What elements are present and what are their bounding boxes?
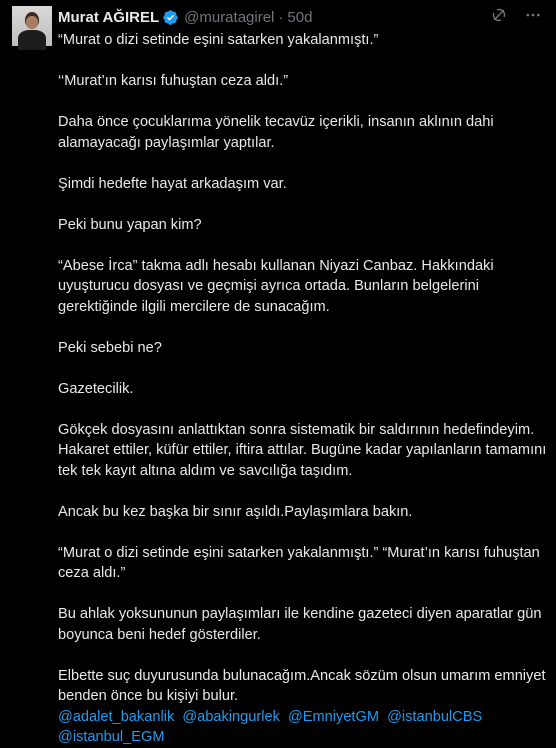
tweet-paragraph: Daha önce çocuklarıma yönelik tecavüz içerikli, insanın aklının dahi alamayacağı paylaşımlar yaptılar. [58,114,494,151]
author-name[interactable]: Murat AĞIREL [58,8,160,26]
tweet-paragraph: Bu ahlak yoksununun paylaşımları ile kendine gazeteci diyen aparatlar gün boyunca beni hedef gösterdiler. [58,606,542,643]
tweet-actions [490,6,542,24]
tweet-paragraph: “Murat o dizi setinde eşini satarken yakalanmıştı.” [58,32,379,48]
tweet-paragraph: Gökçek dosyasını anlattıktan sonra sistematik bir saldırının hedefindeyim. Hakaret ettiler, küfür ettiler, iftira attılar. Bugüne kadar yapılanların tamamını tek tek kayıt altına aldım ve savcılığa taşıdım. [58,421,547,479]
verified-badge-icon [162,9,179,26]
tweet-paragraph: ‘‘Murat’ın karısı fuhuştan ceza aldı.” [58,73,289,89]
tweet-paragraph: Şimdi hedefte hayat arkadaşım var. [58,175,287,192]
mention-link[interactable]: @adalet_bakanlik [58,708,175,725]
tweet-paragraph: Peki sebebi ne? [58,339,162,356]
tweet-paragraph: Peki bunu yapan kim? [58,216,202,233]
separator-dot: · [278,8,284,26]
grok-icon[interactable] [490,6,508,24]
mention-link[interactable]: @EmniyetGM [287,708,379,725]
tweet-header [58,7,312,27]
avatar[interactable] [12,6,52,46]
more-dots-icon[interactable] [524,6,542,24]
tweet-paragraph: Gazetecilik. [58,380,134,397]
tweet-paragraph: Elbette suç duyurusunda bulunacağım.Ancak sözüm olsun umarım emniyet benden önce bu kişiyi bulur. [58,667,546,704]
tweet-paragraph: “Murat o dizi setinde eşini satarken yakalanmıştı.” “Murat’ın karısı fuhuştan ceza aldı.” [58,544,540,581]
timestamp[interactable]: 50d [287,8,313,26]
author-handle[interactable]: @muratagirel [184,8,275,26]
tweet-paragraph: Ancak bu kez başka bir sınır aşıldı.Paylaşımlara bakın. [58,503,413,520]
mentions [58,707,550,748]
tweet-text [58,30,550,748]
mention-link[interactable]: @istanbul_EGM [58,729,165,745]
mention-link[interactable]: @abakingurlek [182,708,280,725]
mention-link[interactable]: @istanbulCBS [387,708,483,725]
tweet-paragraph: “Abese İrca” takma adlı hesabı kullanan Niyazi Canbaz. Hakkındaki uyuşturucu dosyası ve geçmişi ayrıca ortada. Bunların belgelerini gerektiğinde ilgili mercilere de sunacağım. [58,257,494,315]
